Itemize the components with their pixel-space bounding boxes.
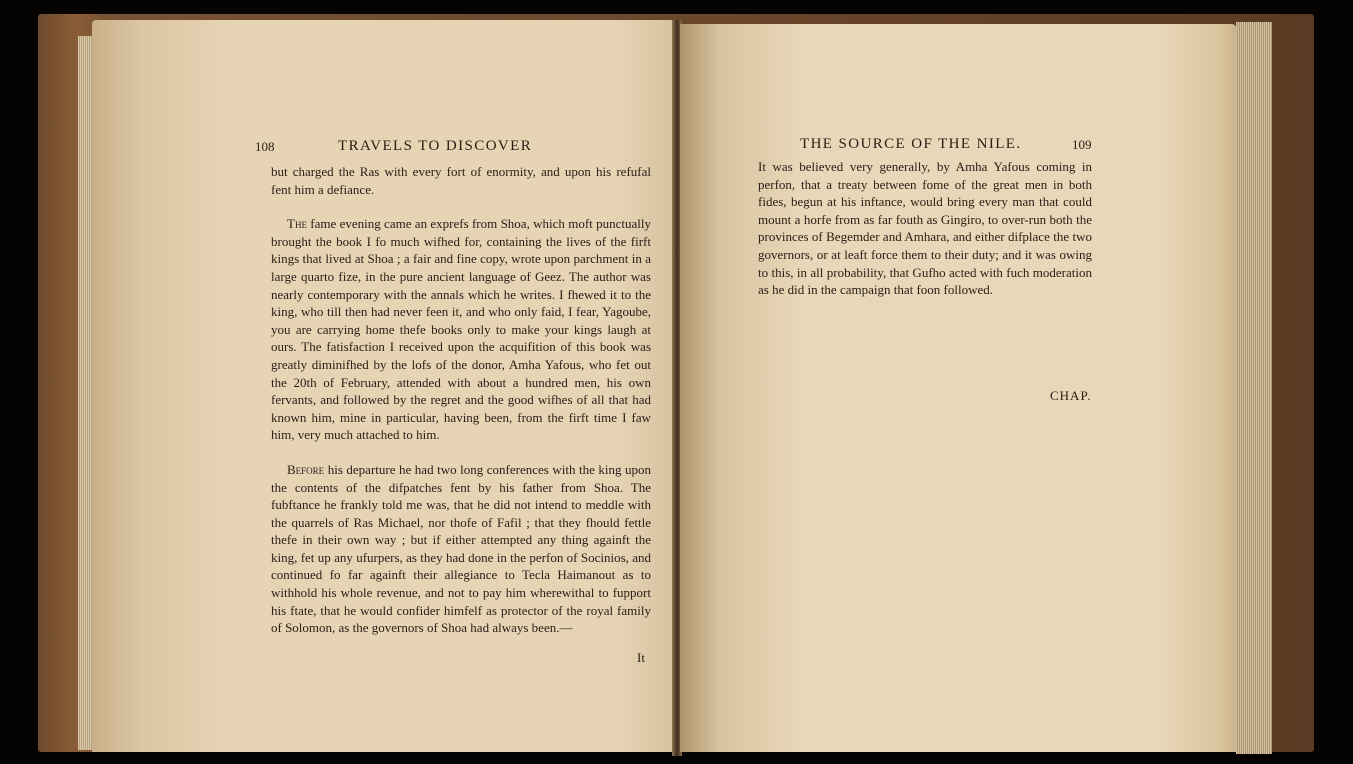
left-page-edges <box>78 36 92 750</box>
right-paragraph: It was believed very generally, by Amha Yafous coming in perfon, that a treaty between fome of the great men in both fides, begun at his inftance, would bring every man that could mount a horfe from as far fouth as Gingiro, to over-run both the provinces of Begemder and Amhara, and either difplace the two governors, or at leaft force them to their duty; and it was owing to this, in all probability, that Gufho acted with fuch moderation as he did in the campaign that foon followed. <box>758 159 1092 298</box>
left-page <box>92 20 674 752</box>
right-running-head: THE SOURCE OF THE NILE. <box>800 136 1022 152</box>
paragraph-3: Before his departure he had two long conferences with the king upon the contents of the difpatches fent by his father from Shoa. The fubftance he frankly told me was, that he did not intend to meddle with the quarrels of Ras Michael, nor thofe of Fafil ; that they fhould fettle thefe in their own way ; but if either attempted any thing againft the king, fet up any ufurpers, as they had done in the perfon of Socinios, and continued fo far againft their allegiance to Tecla Haimanout as to withhold his whole revenue, and not to pay him wherewithal to fupport his ftate, that he would confider himfelf as protector of the royal family of Solomon, as the governors of Shoa had always been.— <box>271 461 651 636</box>
right-page-text <box>758 158 1092 299</box>
paragraph-2-lead: The <box>287 216 307 232</box>
right-catchword: CHAP. <box>1050 388 1092 403</box>
paragraph-3-lead: Before <box>287 461 325 477</box>
left-catchword: It <box>637 650 645 665</box>
left-page-text <box>271 163 651 637</box>
paragraph-2: The fame evening came an exprefs from Shoa, which moft punctually brought the book I fo much wifhed for, containing the lives of the firft kings that lived at Shoa ; a fair and fine copy, wrote upon parchment in a large quarto fize, in the pure ancient language of Geez. The author was nearly contemporary with the annals which he writes. I fhewed it to the king, who till then had never feen it, and who only faid, I fear, Yagoube, you are carrying home thefe books only to make your kings laugh at ours. The fatisfaction I received upon the acquifition of this book was greatly diminifhed by the lofs of the donor, Amha Yafous, who fet out the 20th of February, attended with about a hundred men, his own fervants, and followed by the regret and the good wifhes of all that had known him, mine in particular, having been, from the firft time I faw him, very much attached to him. <box>271 216 651 443</box>
right-page <box>680 24 1236 752</box>
right-page-edges <box>1236 22 1272 754</box>
paragraph-1: but charged the Ras with every fort of enormity, and upon his refufal fent him a defiance. <box>271 164 651 197</box>
left-page-number: 108 <box>255 139 275 154</box>
right-page-number: 109 <box>1072 137 1092 152</box>
left-running-head: TRAVELS TO DISCOVER <box>338 138 533 154</box>
